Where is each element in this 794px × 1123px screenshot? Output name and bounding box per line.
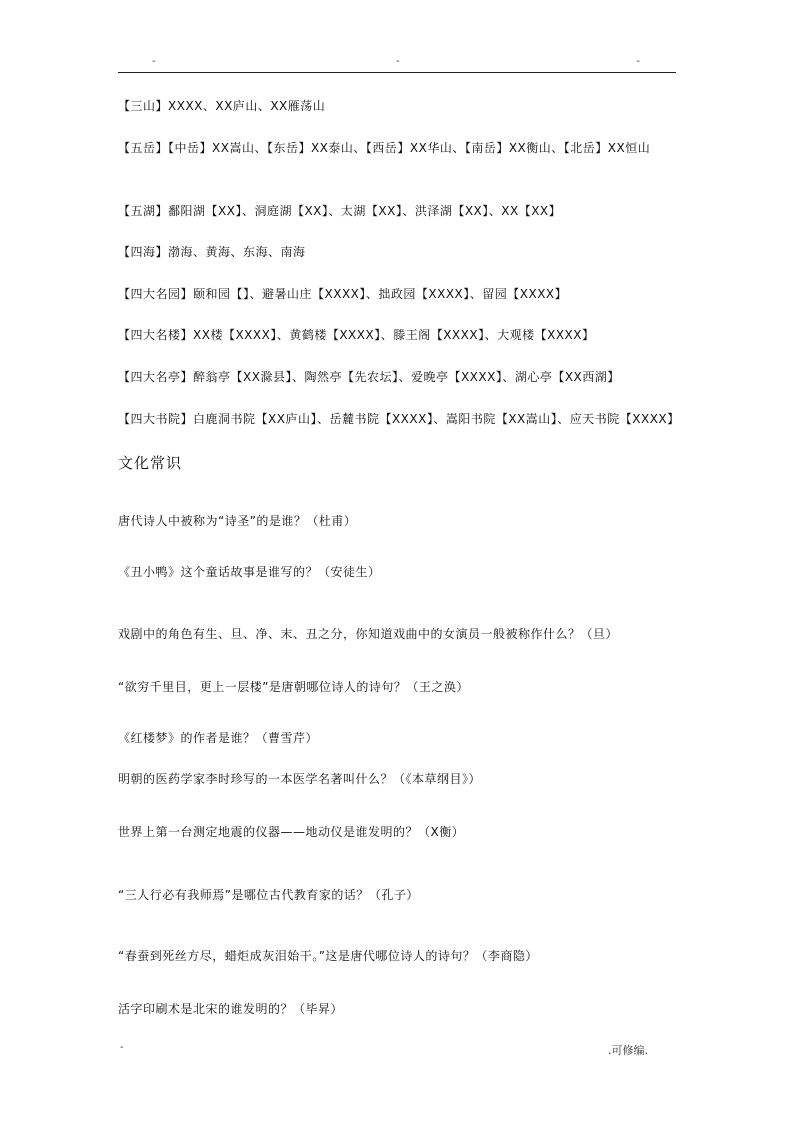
list-item-five-peaks: 【五岳】【中岳】XX嵩山、【东岳】XX泰山、【西岳】XX华山、【南岳】XX衡山、【北岳】XX恒山 [118, 141, 651, 155]
question-item: 活字印刷术是北宋的谁发明的？（毕昇） [118, 1002, 344, 1016]
list-item-four-academies: 【四大书院】白鹿洞书院【XX庐山】、岳麓书院【XXXX】、嵩阳书院【XX嵩山】、应天书院【XXXX】 [118, 412, 680, 426]
footer-left-mark: - [120, 1042, 124, 1053]
question-item: 《红楼梦》的作者是谁？（曹雪芹） [118, 731, 319, 745]
header-right-mark: - [636, 56, 640, 67]
list-item-three-mountains: 【三山】XXXX、XX庐山、XX雁荡山 [118, 99, 326, 113]
question-item: 唐代诗人中被称为“诗圣”的是谁？（杜甫） [118, 514, 357, 528]
question-item: 世界上第一台测定地震的仪器——地动仪是谁发明的？（X衡） [118, 825, 465, 839]
section-title: 文化常识 [118, 454, 183, 472]
list-item-four-seas: 【四海】渤海、黄海、东海、南海 [118, 245, 306, 259]
footer-editable-note: .可修编. [608, 1044, 648, 1057]
question-item: “欲穷千里目，更上一层楼”是唐朝哪位诗人的诗句？（王之涣） [118, 680, 469, 694]
question-item: “春蚕到死丝方尽，蜡炬成灰泪始干。”这是唐代哪位诗人的诗句？（李商隐） [118, 949, 538, 963]
page-header [118, 54, 676, 73]
list-item-five-lakes: 【五湖】鄱阳湖【XX】、洞庭湖【XX】、太湖【XX】、洪泽湖【XX】、XX【XX】 [118, 204, 562, 218]
question-item: 《丑小鸭》这个童话故事是谁写的？（安徒生） [118, 565, 381, 579]
header-middle-mark: - [396, 56, 400, 67]
list-item-four-towers: 【四大名楼】XX楼【XXXX】、黄鹤楼【XXXX】、滕王阁【XXXX】、大观楼【XXXX】 [118, 328, 595, 342]
list-item-four-pavilions: 【四大名亭】醉翁亭【XX滁县】、陶然亭【先农坛】、爱晚亭【XXXX】、湖心亭【XX西湖】 [118, 370, 620, 384]
question-item: “三人行必有我师焉”是哪位古代教育家的话？（孔子） [118, 888, 419, 902]
header-left-mark: - [152, 56, 156, 67]
list-item-four-gardens: 【四大名园】颐和园【】、避暑山庄【XXXX】、拙政园【XXXX】、留园【XXXX】 [118, 287, 568, 301]
question-item: 戏剧中的角色有生、旦、净、末、丑之分，你知道戏曲中的女演员一般被称作什么？（旦） [118, 627, 619, 641]
question-item: 明朝的医药学家李时珍写的一本医学名著叫什么？（《本草纲目》） [118, 772, 482, 786]
